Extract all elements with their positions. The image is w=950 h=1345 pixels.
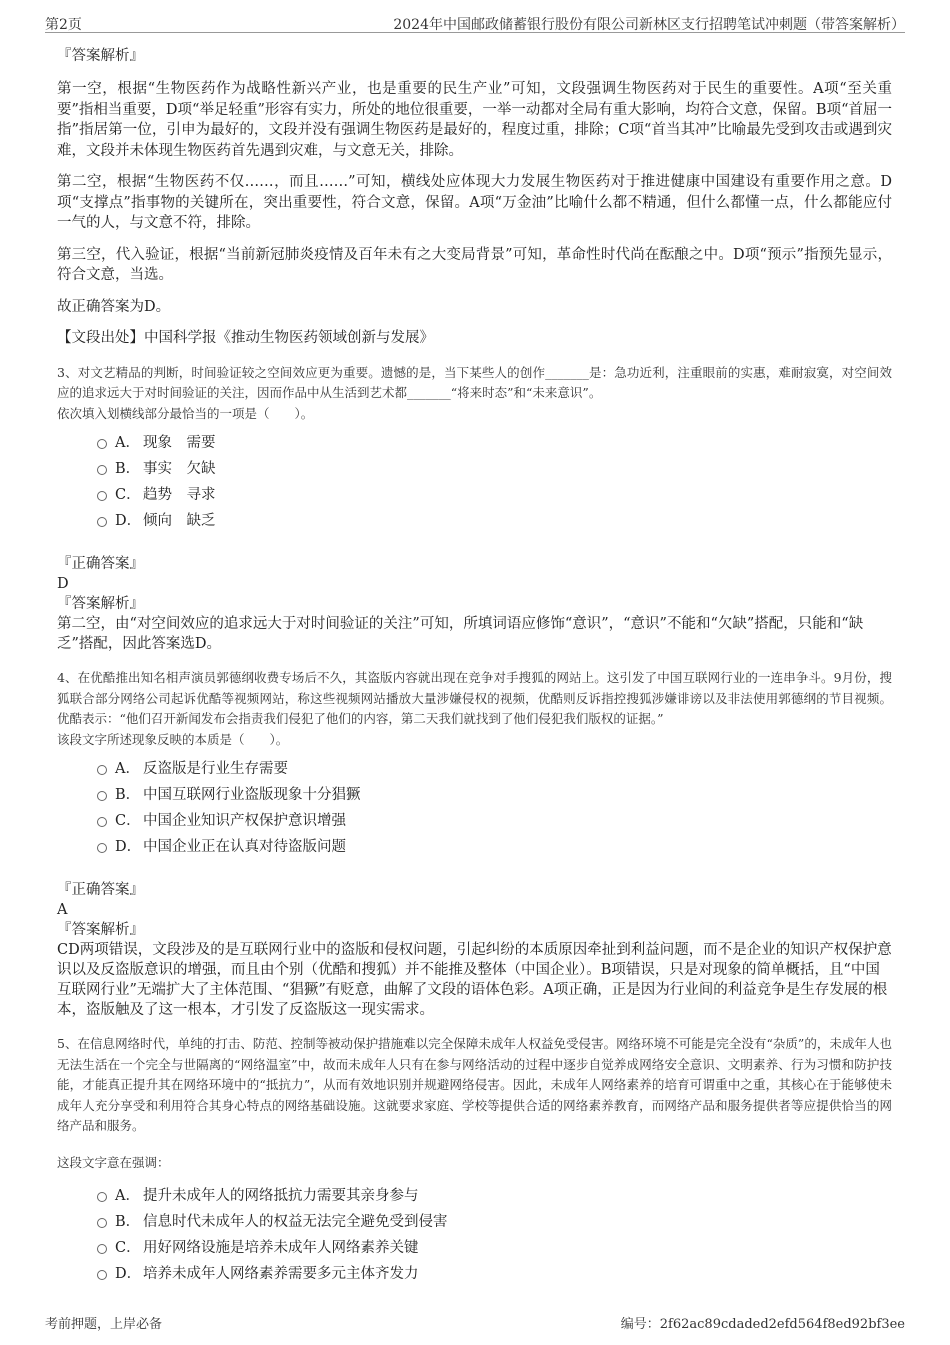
- option-list: [97, 1183, 892, 1287]
- option-a[interactable]: A． 现象 需要: [97, 430, 892, 456]
- document-id: 编号：2f62ac89cdaded2efd564f8ed92bf3ee: [620, 1317, 905, 1332]
- question-5: [57, 1034, 892, 1287]
- page-header: [45, 12, 905, 33]
- option-b[interactable]: B． 事实 欠缺: [97, 456, 892, 482]
- analysis-label: 『答案解析』: [57, 596, 144, 612]
- question-prompt: 这段文字意在强调：: [57, 1154, 170, 1170]
- analysis-label: 『答案解析』: [57, 922, 144, 938]
- analysis-paragraph: 第三空，代入验证，根据“当前新冠肺炎疫情及百年未有之大变局背景”可知，革命性时代尚在酝酿之中。D项“预示”指预先显示，符合文意，当选。: [57, 246, 892, 283]
- question-prompt: 依次填入划横线部分最恰当的一项是（ ）。: [57, 405, 314, 421]
- footer-slogan: 考前押题，上岸必备: [45, 1317, 163, 1332]
- radio-icon[interactable]: [97, 765, 107, 775]
- main-content: [57, 46, 892, 1287]
- correct-answer: A: [57, 902, 68, 918]
- document-title: 2024年中国邮政储蓄银行股份有限公司新林区支行招聘笔试冲刺题（带答案解析）: [393, 17, 905, 33]
- page-number: 第2页: [45, 17, 82, 33]
- radio-icon[interactable]: [97, 465, 107, 475]
- analysis-paragraph: 第一空，根据“生物医药作为战略性新兴产业，也是重要的民生产业”可知，文段强调生物医药对于民生的重要性。A项“至关重要”指相当重要，D项“举足轻重”形容有实力，所处的地位很重要，一举一动都对全局有重大影响，均符合文意，保留。B项“首屈一指”指居第一位，引申为最好的，文段并没有强调生物医药是最好的，程度过重，排除；C项“首当其冲”比喻最先受到攻击或遇到灾难，文段并未体现生物医药首先遇到灾难，与文意无关，排除。: [57, 81, 892, 159]
- question-stem: 5、在信息网络时代，单纯的打击、防范、控制等被动保护措施难以完全保障未成年人权益免受侵害。网络环境不可能是完全没有“杂质”的，未成年人也无法生活在一个完全与世隔离的“网络温室”中，故而未成年人只有在参与网络活动的过程中逐步自觉养成网络安全意识、文明素养、行为习惯和防护技能，才能真正提升其在网络环境中的“抵抗力”，从而有效地识别并规避网络侵害。因此，未成年人网络素养的培育可谓重中之重，其核心在于能够使未成年人充分享受和利用符合其身心特点的网络基础设施。这就要求家庭、学校等提供合适的网络素养教育，而网络产品和服务提供者等应提供恰当的网络产品和服务。: [57, 1036, 892, 1133]
- source-note: 【文段出处】中国科学报《推动生物医药领域创新与发展》: [57, 330, 434, 346]
- radio-icon[interactable]: [97, 1244, 107, 1254]
- question-3: [57, 363, 892, 655]
- option-b[interactable]: B． 中国互联网行业盗版现象十分猖獗: [97, 782, 892, 808]
- option-c[interactable]: C． 中国企业知识产权保护意识增强: [97, 808, 892, 834]
- option-c[interactable]: C． 用好网络设施是培养未成年人网络素养关键: [97, 1235, 892, 1261]
- option-a[interactable]: A． 反盗版是行业生存需要: [97, 756, 892, 782]
- radio-icon[interactable]: [97, 1270, 107, 1280]
- radio-icon[interactable]: [97, 817, 107, 827]
- analysis-label: 『答案解析』: [57, 48, 144, 64]
- question-stem: 4、在优酷推出知名相声演员郭德纲收费专场后不久，其盗版内容就出现在竞争对手搜狐的网站上。这引发了中国互联网行业的一连串争斗。9月份，搜狐联合部分网络公司起诉优酷等视频网站，称这些视频网站播放大量涉嫌侵权的视频，优酷则反诉指控搜狐涉嫌诽谤以及非法使用郭德纲的节目视频。优酷表示：“他们召开新闻发布会指责我们侵犯了他们的内容，第二天我们就找到了他们侵犯我们版权的证据。”: [57, 670, 892, 726]
- correct-answer-label: 『正确答案』: [57, 882, 144, 898]
- option-b[interactable]: B． 信息时代未成年人的权益无法完全避免受到侵害: [97, 1209, 892, 1235]
- correct-answer-label: 『正确答案』: [57, 556, 144, 572]
- question-4: [57, 668, 892, 1020]
- radio-icon[interactable]: [97, 791, 107, 801]
- radio-icon[interactable]: [97, 843, 107, 853]
- question-stem: 3、对文艺精品的判断，时间验证较之空间效应更为重要。遗憾的是，当下某些人的创作_______是：急功近利，注重眼前的实惠，难耐寂寞，对空间效应的追求远大于对时间验证的关注，因而作品中从生活到艺术都_______“将来时态”和“未来意识”。: [57, 364, 892, 400]
- radio-icon[interactable]: [97, 1192, 107, 1202]
- analysis-paragraph: 第二空，根据“生物医药不仅……，而且……”可知，横线处应体现大力发展生物医药对于推进健康中国建设有重要作用之意。D项“支撑点”指事物的关键所在，突出重要性，符合文意，保留。A项“万金油”比喻什么都不精通，但什么都懂一点，什么都能应付一气的人，与文意不符，排除。: [57, 174, 892, 231]
- option-c[interactable]: C． 趋势 寻求: [97, 482, 892, 508]
- analysis-conclusion: 故正确答案为D。: [57, 298, 171, 315]
- radio-icon[interactable]: [97, 491, 107, 501]
- option-d[interactable]: D． 培养未成年人网络素养需要多元主体齐发力: [97, 1261, 892, 1287]
- option-list: [97, 756, 892, 860]
- question-prompt: 该段文字所述现象反映的本质是（ ）。: [57, 731, 289, 747]
- analysis-text: 第二空，由“对空间效应的追求远大于对时间验证的关注”可知，所填词语应修饰“意识”，“意识”不能和“欠缺”搭配，只能和“缺乏”搭配，因此答案选D。: [57, 616, 864, 652]
- radio-icon[interactable]: [97, 1218, 107, 1228]
- correct-answer: D: [57, 576, 69, 592]
- option-list: [97, 430, 892, 534]
- option-d[interactable]: D． 倾向 缺乏: [97, 508, 892, 534]
- radio-icon[interactable]: [97, 517, 107, 527]
- analysis-text: CD两项错误，文段涉及的是互联网行业中的盗版和侵权问题，引起纠纷的本质原因牵扯到利益问题，而不是企业的知识产权保护意识以及反盗版意识的增强，而且由个别（优酷和搜狐）并不能推及整体（中国企业）。B项错误，只是对现象的简单概括，且“中国互联网行业”无端扩大了主体范围、“猖獗”有贬意，曲解了文段的语体色彩。A项正确，正是因为行业间的利益竞争是生存发展的根本，盗版触及了这一根本，才引发了反盗版这一现实需求。: [57, 942, 892, 1018]
- radio-icon[interactable]: [97, 439, 107, 449]
- option-d[interactable]: D． 中国企业正在认真对待盗版问题: [97, 834, 892, 860]
- option-a[interactable]: A． 提升未成年人的网络抵抗力需要其亲身参与: [97, 1183, 892, 1209]
